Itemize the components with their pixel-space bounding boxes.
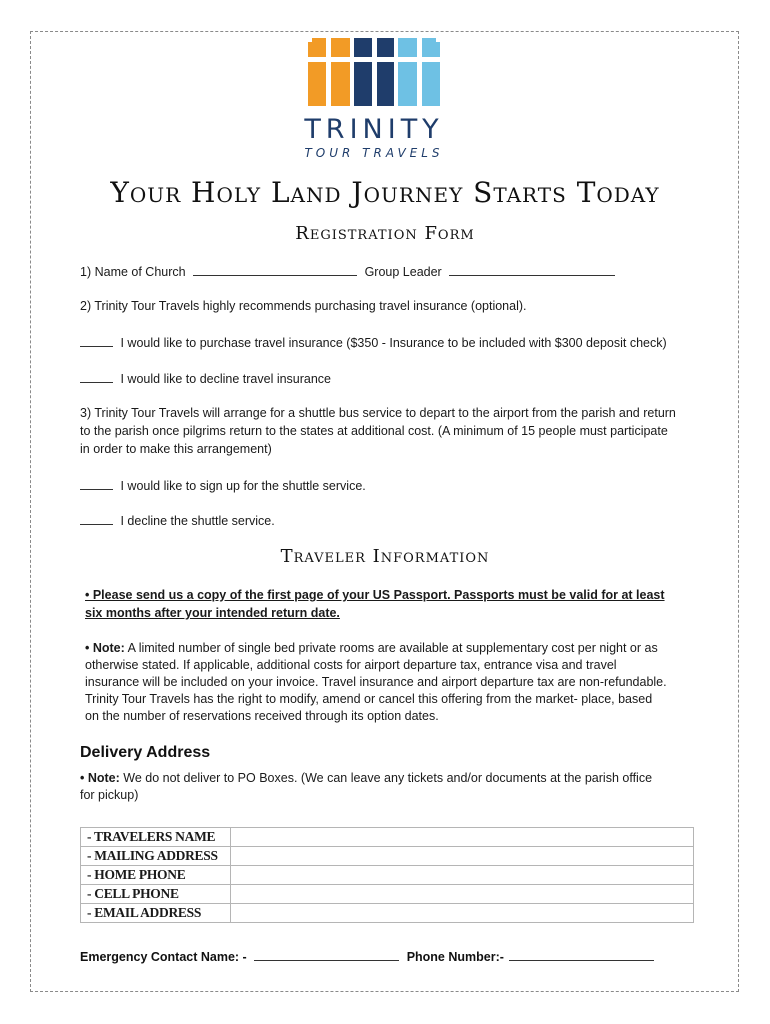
shuttle-question-line-3: in order to make this arrangement) <box>80 442 272 456</box>
home-phone-field[interactable] <box>231 866 694 885</box>
note-label: • Note: <box>85 641 125 655</box>
shuttle-decline-checkbox[interactable] <box>80 512 113 525</box>
phone-number-label: Phone Number:- <box>406 950 504 964</box>
shuttle-signup-row <box>80 477 705 496</box>
page-headline: Your Holy Land Journey Starts Today <box>110 176 660 209</box>
rooms-note-line-1 <box>85 640 710 658</box>
table-row <box>81 866 694 885</box>
table-row <box>81 828 694 847</box>
email-address-field[interactable] <box>231 904 694 923</box>
logo-wordmark: TRINITY <box>304 114 444 145</box>
shuttle-decline-label: I decline the shuttle service. <box>120 514 275 528</box>
delivery-note-label: • Note: <box>80 771 120 785</box>
delivery-note-line-1 <box>80 770 705 788</box>
logo-subtitle: TOUR TRAVELS <box>304 146 444 160</box>
home-phone-label: - HOME PHONE <box>81 866 231 885</box>
mailing-address-label: - MAILING ADDRESS <box>81 847 231 866</box>
traveler-information-title: Traveler Information <box>280 546 490 567</box>
travelers-name-field[interactable] <box>231 828 694 847</box>
emergency-contact-name-field[interactable] <box>254 948 399 961</box>
delivery-address-title: Delivery Address <box>80 744 211 761</box>
church-name-field[interactable] <box>193 263 357 276</box>
trinity-logo <box>304 38 444 163</box>
shuttle-signup-checkbox[interactable] <box>80 477 113 490</box>
phone-number-field[interactable] <box>509 948 654 961</box>
insurance-decline-label: I would like to decline travel insurance <box>120 372 332 386</box>
passport-note-line-2: six months after your intended return date. <box>85 606 340 620</box>
delivery-note-line-2: for pickup) <box>80 788 139 802</box>
shuttle-decline-row <box>80 512 705 531</box>
shuttle-question-line-2: to the parish once pilgrims return to the states at additional cost. (A minimum of 15 people must participate <box>80 424 668 438</box>
group-leader-field[interactable] <box>449 263 615 276</box>
insurance-question: 2) Trinity Tour Travels highly recommends purchasing travel insurance (optional). <box>80 299 527 313</box>
rooms-note-line-5: on the number of reservations received through its option dates. <box>85 709 439 723</box>
delivery-note-text: We do not deliver to PO Boxes. (We can leave any tickets and/or documents at the parish office <box>119 771 653 785</box>
rooms-note-line-3: insurance will be included on your invoice. Travel insurance and airport departure tax are non-refundable. <box>85 675 667 689</box>
emergency-contact-name-label: Emergency Contact Name: - <box>80 950 247 964</box>
note-text: A limited number of single bed private rooms are available at supplementary cost per night or as <box>124 641 658 655</box>
cell-phone-label: - CELL PHONE <box>81 885 231 904</box>
church-name-label: 1) Name of Church <box>80 265 186 279</box>
emergency-contact-row <box>80 948 654 964</box>
insurance-decline-checkbox[interactable] <box>80 370 113 383</box>
rooms-note-line-2: otherwise stated. If applicable, additional costs for airport departure tax, entrance visa and travel <box>85 658 617 672</box>
rooms-note-line-4: Trinity Tour Travels has the right to modify, amend or cancel this offering from the market- place, based <box>85 692 653 706</box>
registration-form-title: Registration Form <box>295 223 475 244</box>
table-row <box>81 904 694 923</box>
shuttle-question-line-1: 3) Trinity Tour Travels will arrange for a shuttle bus service to depart to the airport from the parish and return <box>80 406 676 420</box>
passport-note-line-1: • Please send us a copy of the first page of your US Passport. Passports must be valid for at least <box>85 588 665 602</box>
insurance-purchase-checkbox[interactable] <box>80 334 113 347</box>
table-row <box>81 885 694 904</box>
insurance-purchase-label: I would like to purchase travel insurance ($350 - Insurance to be included with $300 deposit check) <box>120 336 667 350</box>
mailing-address-field[interactable] <box>231 847 694 866</box>
q1-row <box>80 263 705 282</box>
cross-bars-logo-icon <box>306 38 442 106</box>
traveler-details-table <box>80 827 694 923</box>
travelers-name-label: - TRAVELERS NAME <box>81 828 231 847</box>
table-row <box>81 847 694 866</box>
insurance-purchase-row <box>80 334 705 353</box>
email-address-label: - EMAIL ADDRESS <box>81 904 231 923</box>
cell-phone-field[interactable] <box>231 885 694 904</box>
shuttle-signup-label: I would like to sign up for the shuttle service. <box>120 479 366 493</box>
insurance-decline-row <box>80 370 705 389</box>
group-leader-label: Group Leader <box>364 265 442 279</box>
